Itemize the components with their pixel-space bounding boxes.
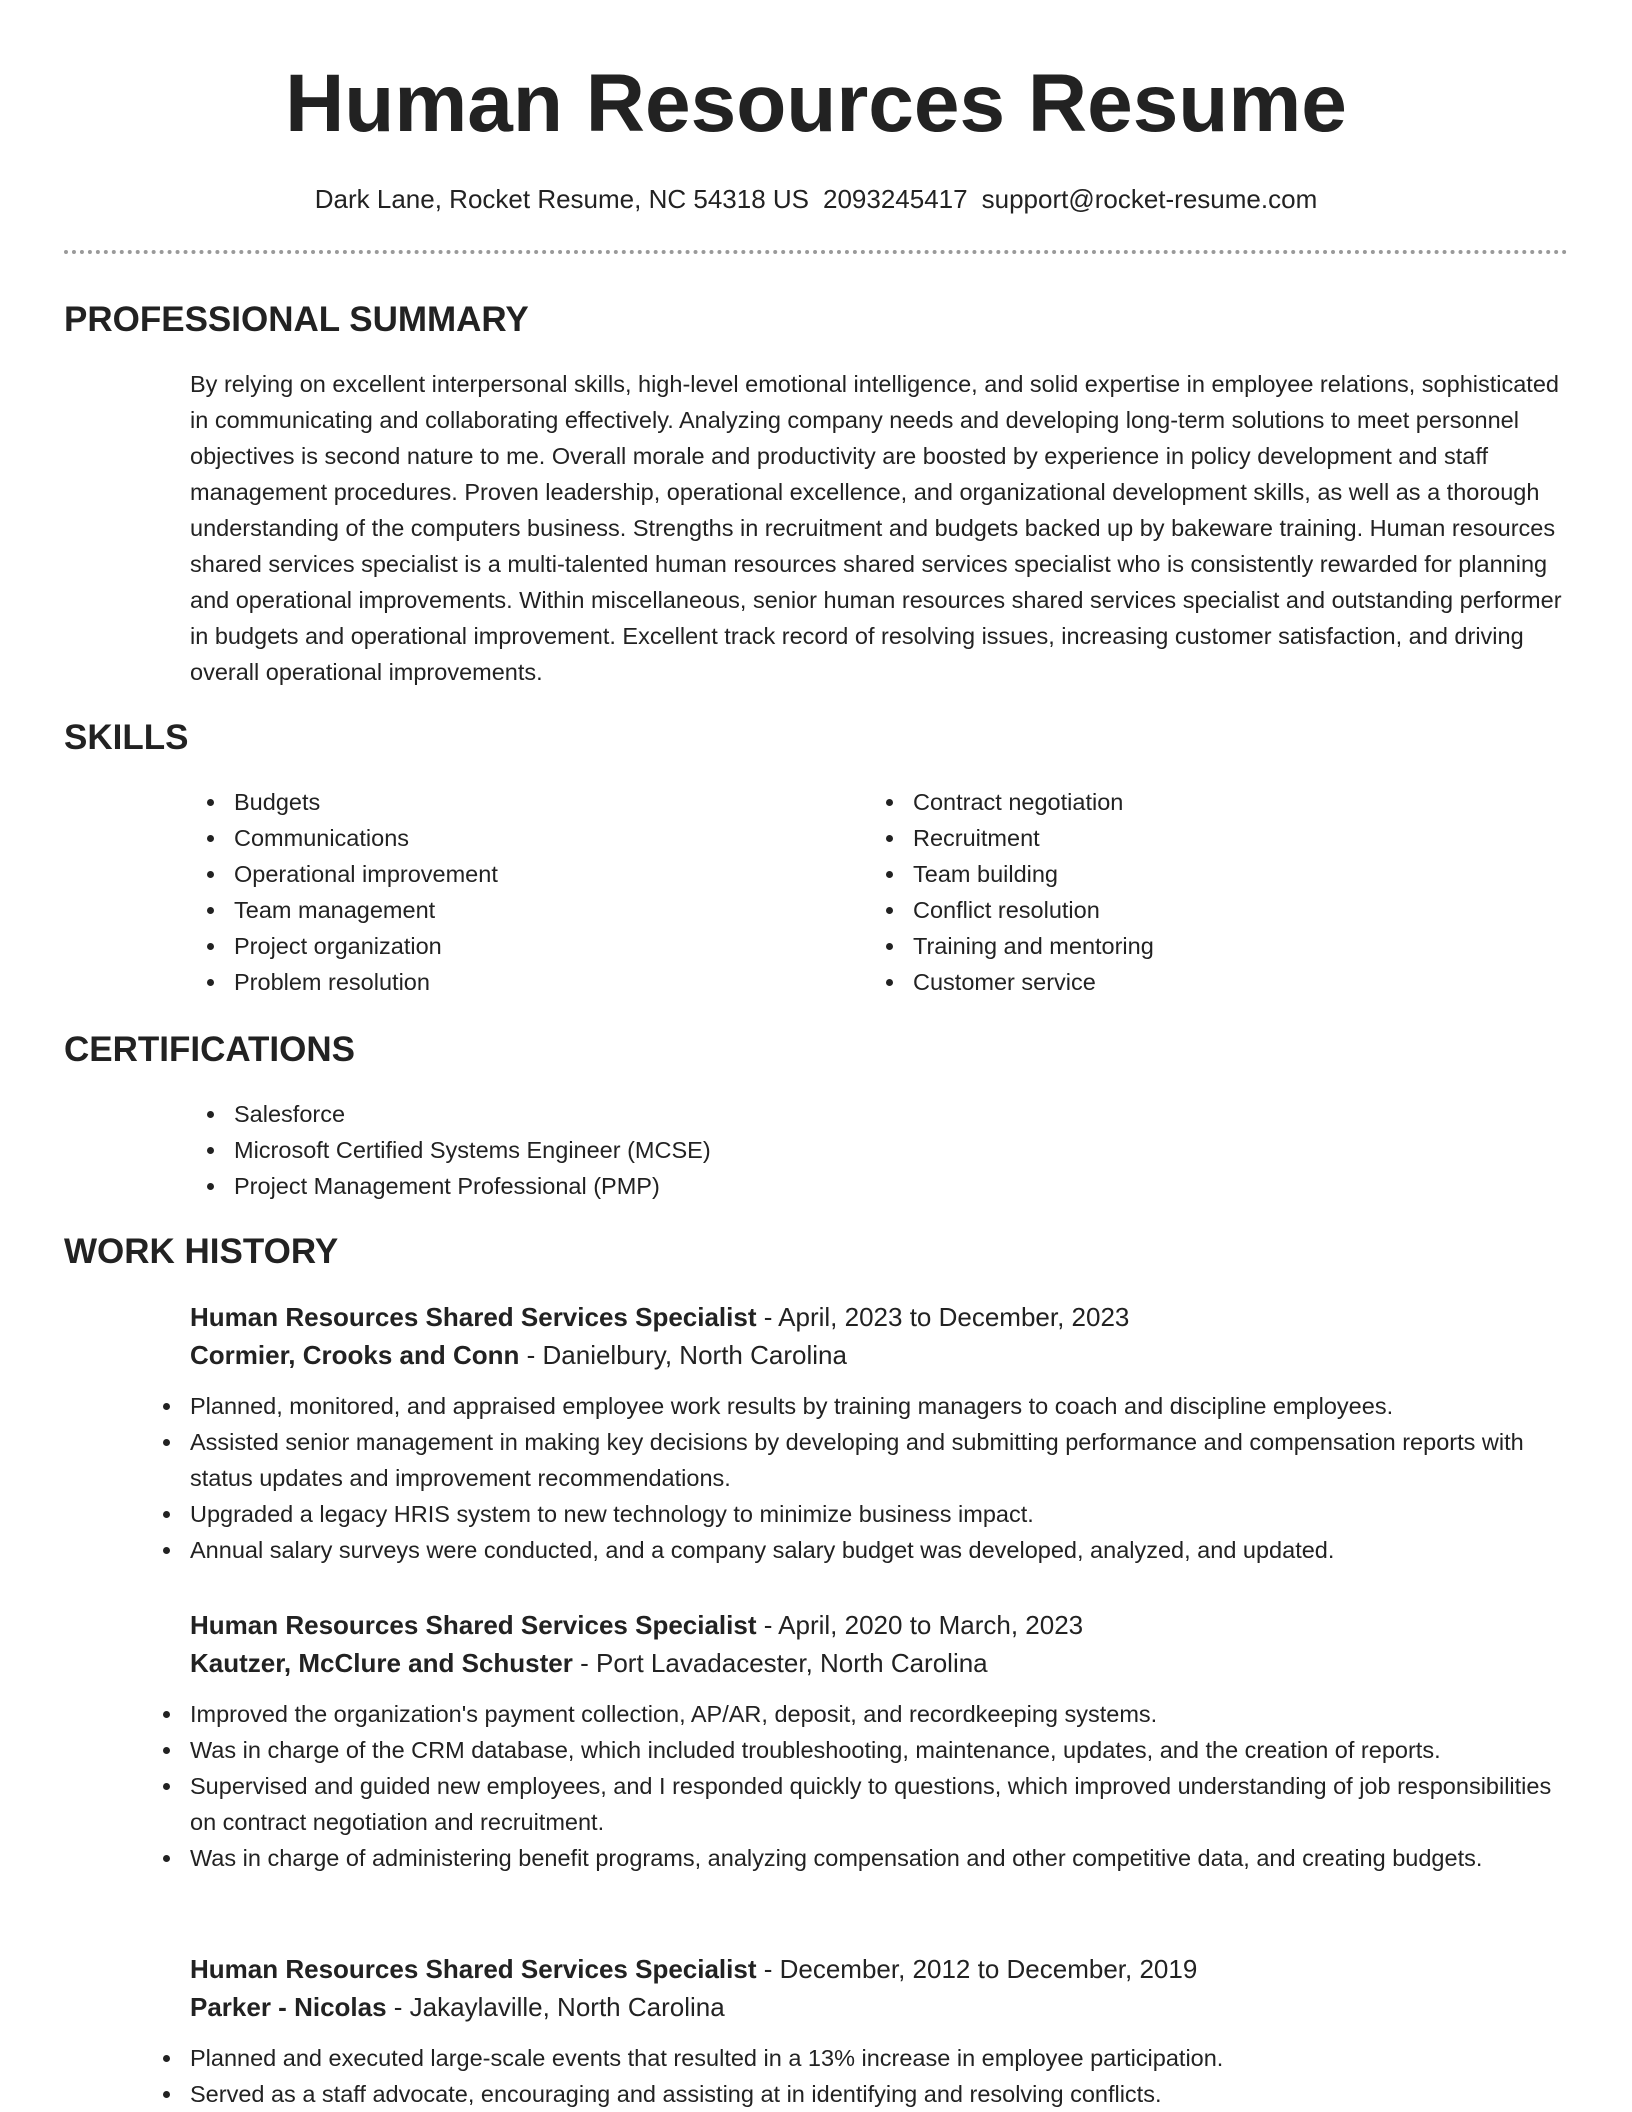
certifications-list: [190, 1096, 711, 1204]
certification-item: Project Management Professional (PMP): [190, 1168, 711, 1204]
skill-item: Operational improvement: [190, 856, 830, 892]
header-divider: [64, 250, 1568, 254]
job-company: Cormier, Crooks and Conn: [190, 1340, 520, 1370]
certifications-heading: CERTIFICATIONS: [64, 1030, 356, 1069]
certification-item: Salesforce: [190, 1096, 711, 1132]
job-title: Human Resources Shared Services Specialist: [190, 1302, 757, 1332]
job-bullet: Assisted senior management in making key decisions by developing and submitting performance and compensation reports with status updates and improvement recommendations.: [146, 1424, 1570, 1496]
job-title-line: [190, 1950, 1570, 1988]
job-dates: - April, 2020 to March, 2023: [756, 1610, 1084, 1640]
job-title: Human Resources Shared Services Specialist: [190, 1954, 757, 1984]
contact-phone: 2093245417: [823, 184, 968, 214]
job-dates: - December, 2012 to December, 2019: [756, 1954, 1198, 1984]
skill-item: Team management: [190, 892, 830, 928]
contact-email: support@rocket-resume.com: [981, 184, 1318, 214]
job-bullet: Upgraded a legacy HRIS system to new technology to minimize business impact.: [146, 1496, 1570, 1532]
skill-item: Project organization: [190, 928, 830, 964]
job-entry: [190, 1950, 1570, 2112]
skills-heading: SKILLS: [64, 718, 189, 757]
job-company-line: [190, 1644, 1570, 1682]
job-location: - Port Lavadacester, North Carolina: [572, 1648, 988, 1678]
skills-right-column: [869, 784, 1509, 1000]
job-company: Kautzer, McClure and Schuster: [190, 1648, 573, 1678]
contact-address: Dark Lane, Rocket Resume, NC 54318 US: [314, 184, 809, 214]
skill-item: Team building: [869, 856, 1509, 892]
skill-item: Communications: [190, 820, 830, 856]
job-location: - Jakaylaville, North Carolina: [386, 1992, 725, 2022]
job-title-line: [190, 1298, 1570, 1336]
job-bullet: Planned and executed large-scale events that resulted in a 13% increase in employee participation.: [146, 2040, 1570, 2076]
job-company-line: [190, 1336, 1570, 1374]
job-bullet: Was in charge of the CRM database, which included troubleshooting, maintenance, updates, and the creation of reports.: [146, 1732, 1570, 1768]
resume-title: Human Resources Resume: [285, 58, 1347, 149]
contact-line: [0, 182, 1632, 216]
skill-item: Budgets: [190, 784, 830, 820]
summary-heading: PROFESSIONAL SUMMARY: [64, 300, 529, 339]
job-bullet: Planned, monitored, and appraised employee work results by training managers to coach and discipline employees.: [146, 1388, 1570, 1424]
job-company-line: [190, 1988, 1570, 2026]
skill-item: Conflict resolution: [869, 892, 1509, 928]
skill-item: Contract negotiation: [869, 784, 1509, 820]
work-history-heading: WORK HISTORY: [64, 1232, 339, 1271]
job-title-line: [190, 1606, 1570, 1644]
skill-item: Recruitment: [869, 820, 1509, 856]
certification-item: Microsoft Certified Systems Engineer (MCSE): [190, 1132, 711, 1168]
skills-left-column: [190, 784, 830, 1000]
job-entry: [190, 1298, 1570, 1568]
job-company: Parker - Nicolas: [190, 1992, 387, 2022]
skill-item: Customer service: [869, 964, 1509, 1000]
job-location: - Danielbury, North Carolina: [519, 1340, 847, 1370]
skill-item: Problem resolution: [190, 964, 830, 1000]
job-title: Human Resources Shared Services Specialist: [190, 1610, 757, 1640]
summary-text: By relying on excellent interpersonal skills, high-level emotional intelligence, and solid expertise in employee relations, sophisticated in communicating and collaborating effectively. Analyzing company needs and developing long-term solutions to meet personnel objectives is second nature to me. Overall morale and productivity are boosted by experience in policy development and staff management procedures. Proven leadership, operational excellence, and organizational development skills, as well as a thorough understanding of the computers business. Strengths in recruitment and budgets backed up by bakeware training. Human resources shared services specialist is a multi-talented human resources shared services specialist who is consistently rewarded for planning and operational improvements. Within miscellaneous, senior human resources shared services specialist and outstanding performer in budgets and operational improvement. Excellent track record of resolving issues, increasing customer satisfaction, and driving overall operational improvements.: [190, 371, 1562, 685]
skill-item: Training and mentoring: [869, 928, 1509, 964]
job-bullet: Was in charge of administering benefit programs, analyzing compensation and other competitive data, and creating budgets.: [146, 1840, 1570, 1876]
job-entry: [190, 1606, 1570, 1876]
job-bullet: Supervised and guided new employees, and I responded quickly to questions, which improved understanding of job responsibilities on contract negotiation and recruitment.: [146, 1768, 1570, 1840]
job-bullet: Served as a staff advocate, encouraging and assisting at in identifying and resolving conflicts.: [146, 2076, 1570, 2112]
job-dates: - April, 2023 to December, 2023: [756, 1302, 1130, 1332]
job-bullet: Annual salary surveys were conducted, and a company salary budget was developed, analyzed, and updated.: [146, 1532, 1570, 1568]
job-bullet: Improved the organization's payment collection, AP/AR, deposit, and recordkeeping systems.: [146, 1696, 1570, 1732]
